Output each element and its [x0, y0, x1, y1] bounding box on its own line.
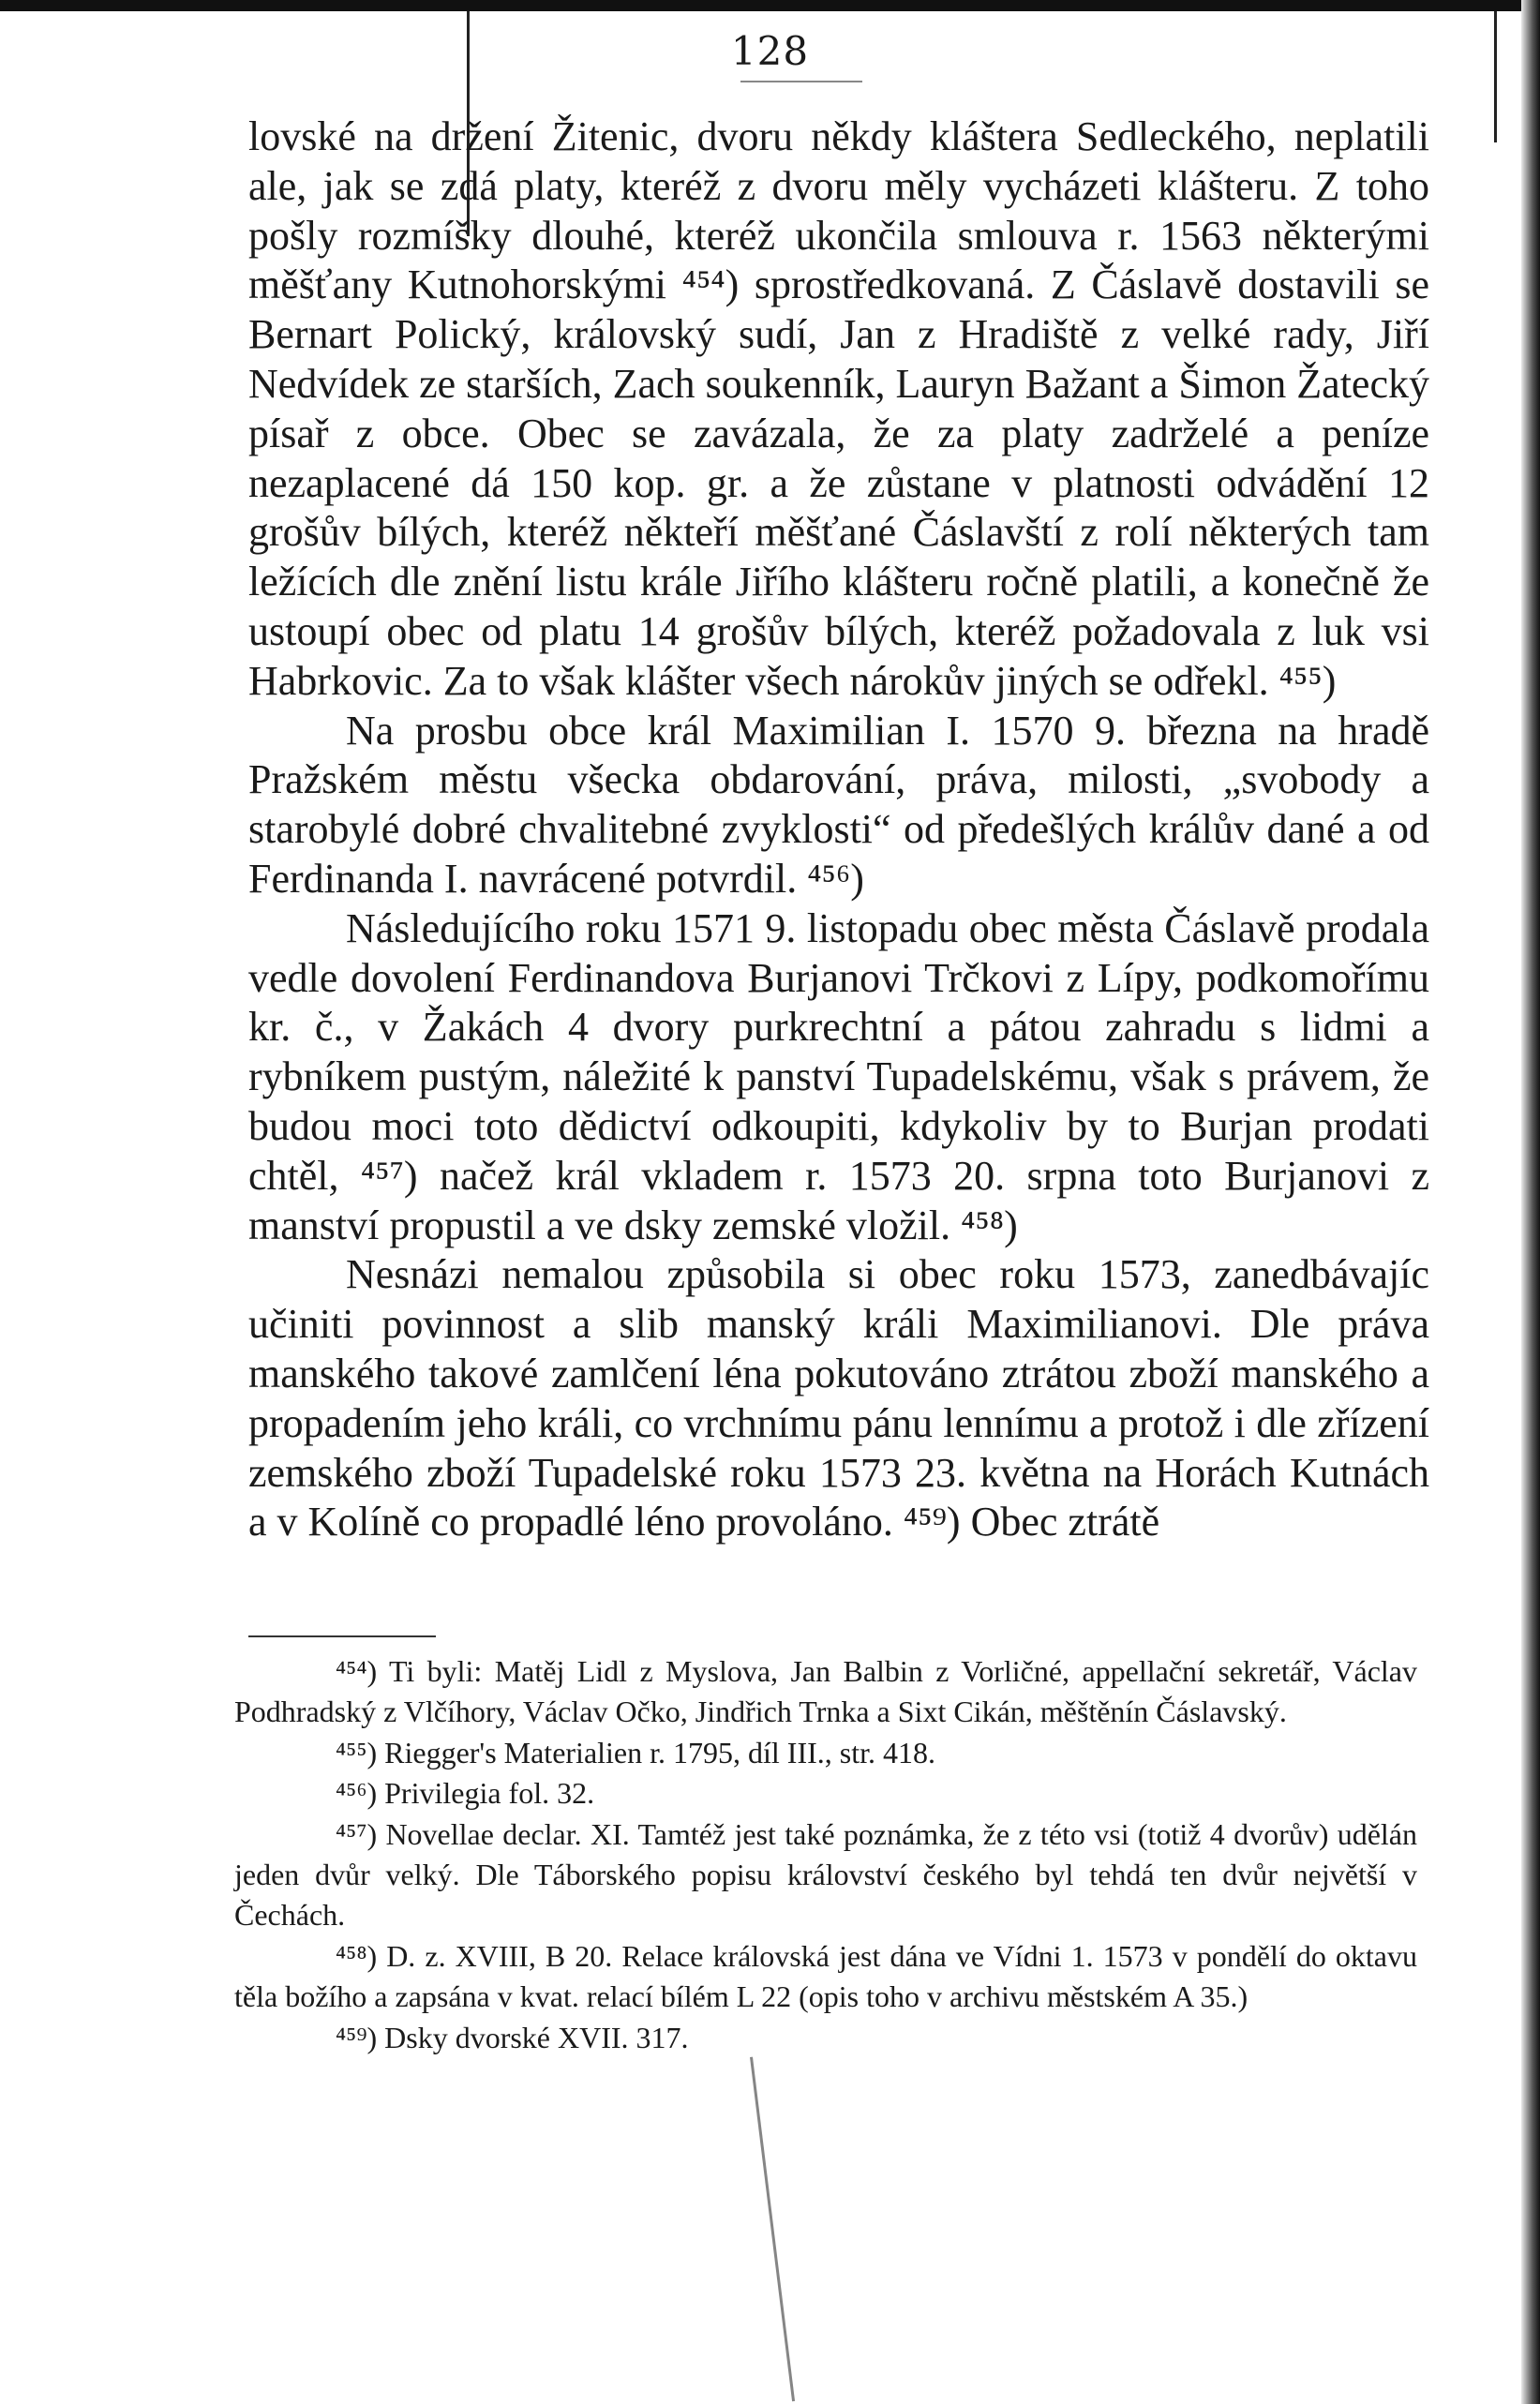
footnote: ⁴⁵⁶) Privilegia fol. 32.	[336, 1776, 595, 1811]
page-number: 128	[730, 28, 810, 74]
paragraph: Nesnázi nemalou způsobila si obec roku 1573, zanedbávajíc učiniti povinnost a slib manský králi Maximilianovi. Dle práva manského takové zamlčení léna pokutováno ztrátou zboží manského a propadením jeho králi, co vrchnímu pánu lennímu a protož i dle zřízení zemského zboží Tupadelské roku 1573 23. května na Horách Kutnách a v Kolíně co propadlé léno provoláno. ⁴⁵⁹) Obec ztrátě	[248, 1251, 1429, 1545]
paragraph: Následujícího roku 1571 9. listopadu obec města Čáslavě prodala vedle dovolení Ferdinandova Burjanovi Trčkovi z Lípy, podkomořímu kr. č., v Žakách 4 dvory purkrechtní a pátou zahradu s lidmi a rybníkem pustým, náležité k panství Tupadelskému, však s právem, že budou moci toto dědictví odkoupiti, kdykoliv by to Burjan prodati chtěl, ⁴⁵⁷) načež král vkladem r. 1573 20. srpna toto Burjanovi z manství propustil a ve dsky zemské vložil. ⁴⁵⁸)	[248, 904, 1429, 1248]
body-text	[248, 112, 1429, 1547]
footnote: ⁴⁵⁸) D. z. XVIII, B 20. Relace královská jest dána ve Vídni 1. 1573 v pondělí do oktavu těla božího a zapsána v kvat. relací bílém L 22 (opis toho v archivu městském A 35.)	[234, 1938, 1417, 2014]
paragraph: Na prosbu obce král Maximilian I. 1570 9. března na hradě Pražském městu všecka obdarování, práva, milosti, „svobody a starobylé dobré chvalitebné zvyklosti“ od předešlých králův dané a od Ferdinanda I. navrácené potvrdil. ⁴⁵⁶)	[248, 707, 1429, 902]
footnote: ⁴⁵⁵) Riegger's Materialien r. 1795, díl III., str. 418.	[336, 1735, 935, 1769]
page-number-rule	[740, 81, 862, 82]
scan-edge-right	[1521, 0, 1540, 2404]
footnote-separator	[248, 1635, 436, 1637]
scan-edge-top	[0, 0, 1540, 11]
footnote: ⁴⁵⁹) Dsky dvorské XVII. 317.	[336, 2020, 689, 2054]
paragraph: lovské na držení Žitenic, dvoru někdy kláštera Sedleckého, neplatili ale, jak se zdá platy, kteréž z dvoru měly vycházeti klášteru. Z toho pošly rozmíšky dlouhé, kteréž ukončila smlouva r. 1563 některými měšťany Kutnohorskými ⁴⁵⁴) sprostředkovaná. Z Čáslavě dostavili se Bernart Polický, královský sudí, Jan z Hradiště z velké rady, Jiří Nedvídek ze starších, Zach soukenník, Lauryn Bažant a Šimon Žatecký písař z obce. Obec se zavázala, že za platy zadrželé a peníze nezaplacené dá 150 kop. gr. a že zůstane v platnosti odvádění 12 grošův bílých, kteréž někteří měšťané Čáslavští z rolí některých tam ležících dle znění listu krále Jiřího klášteru ročně platili, a konečně že ustoupí obec od platu 14 grošův bílých, kteréž požadovala z luk vsi Habrkovic. Za to však klášter všech nárokův jiných se odřekl. ⁴⁵⁵)	[248, 113, 1429, 704]
footnote: ⁴⁵⁴) Ti byli: Matěj Lidl z Myslova, Jan Balbin z Vorličné, appellační sekretář, Václav Podhradský z Vlčíhory, Václav Očko, Jindřich Trnka a Sixt Cikán, měštěnín Čáslavský.	[234, 1654, 1417, 1729]
scan-artifact-line	[750, 2057, 795, 2402]
footnote: ⁴⁵⁷) Novellae declar. XI. Tamtéž jest také poznámka, že z této vsi (totiž 4 dvorův) udělán jeden dvůr velký. Dle Táborského popisu království českého byl tehdá ten dvůr největší v Čechách.	[234, 1816, 1417, 1933]
footnotes	[234, 1651, 1417, 2058]
